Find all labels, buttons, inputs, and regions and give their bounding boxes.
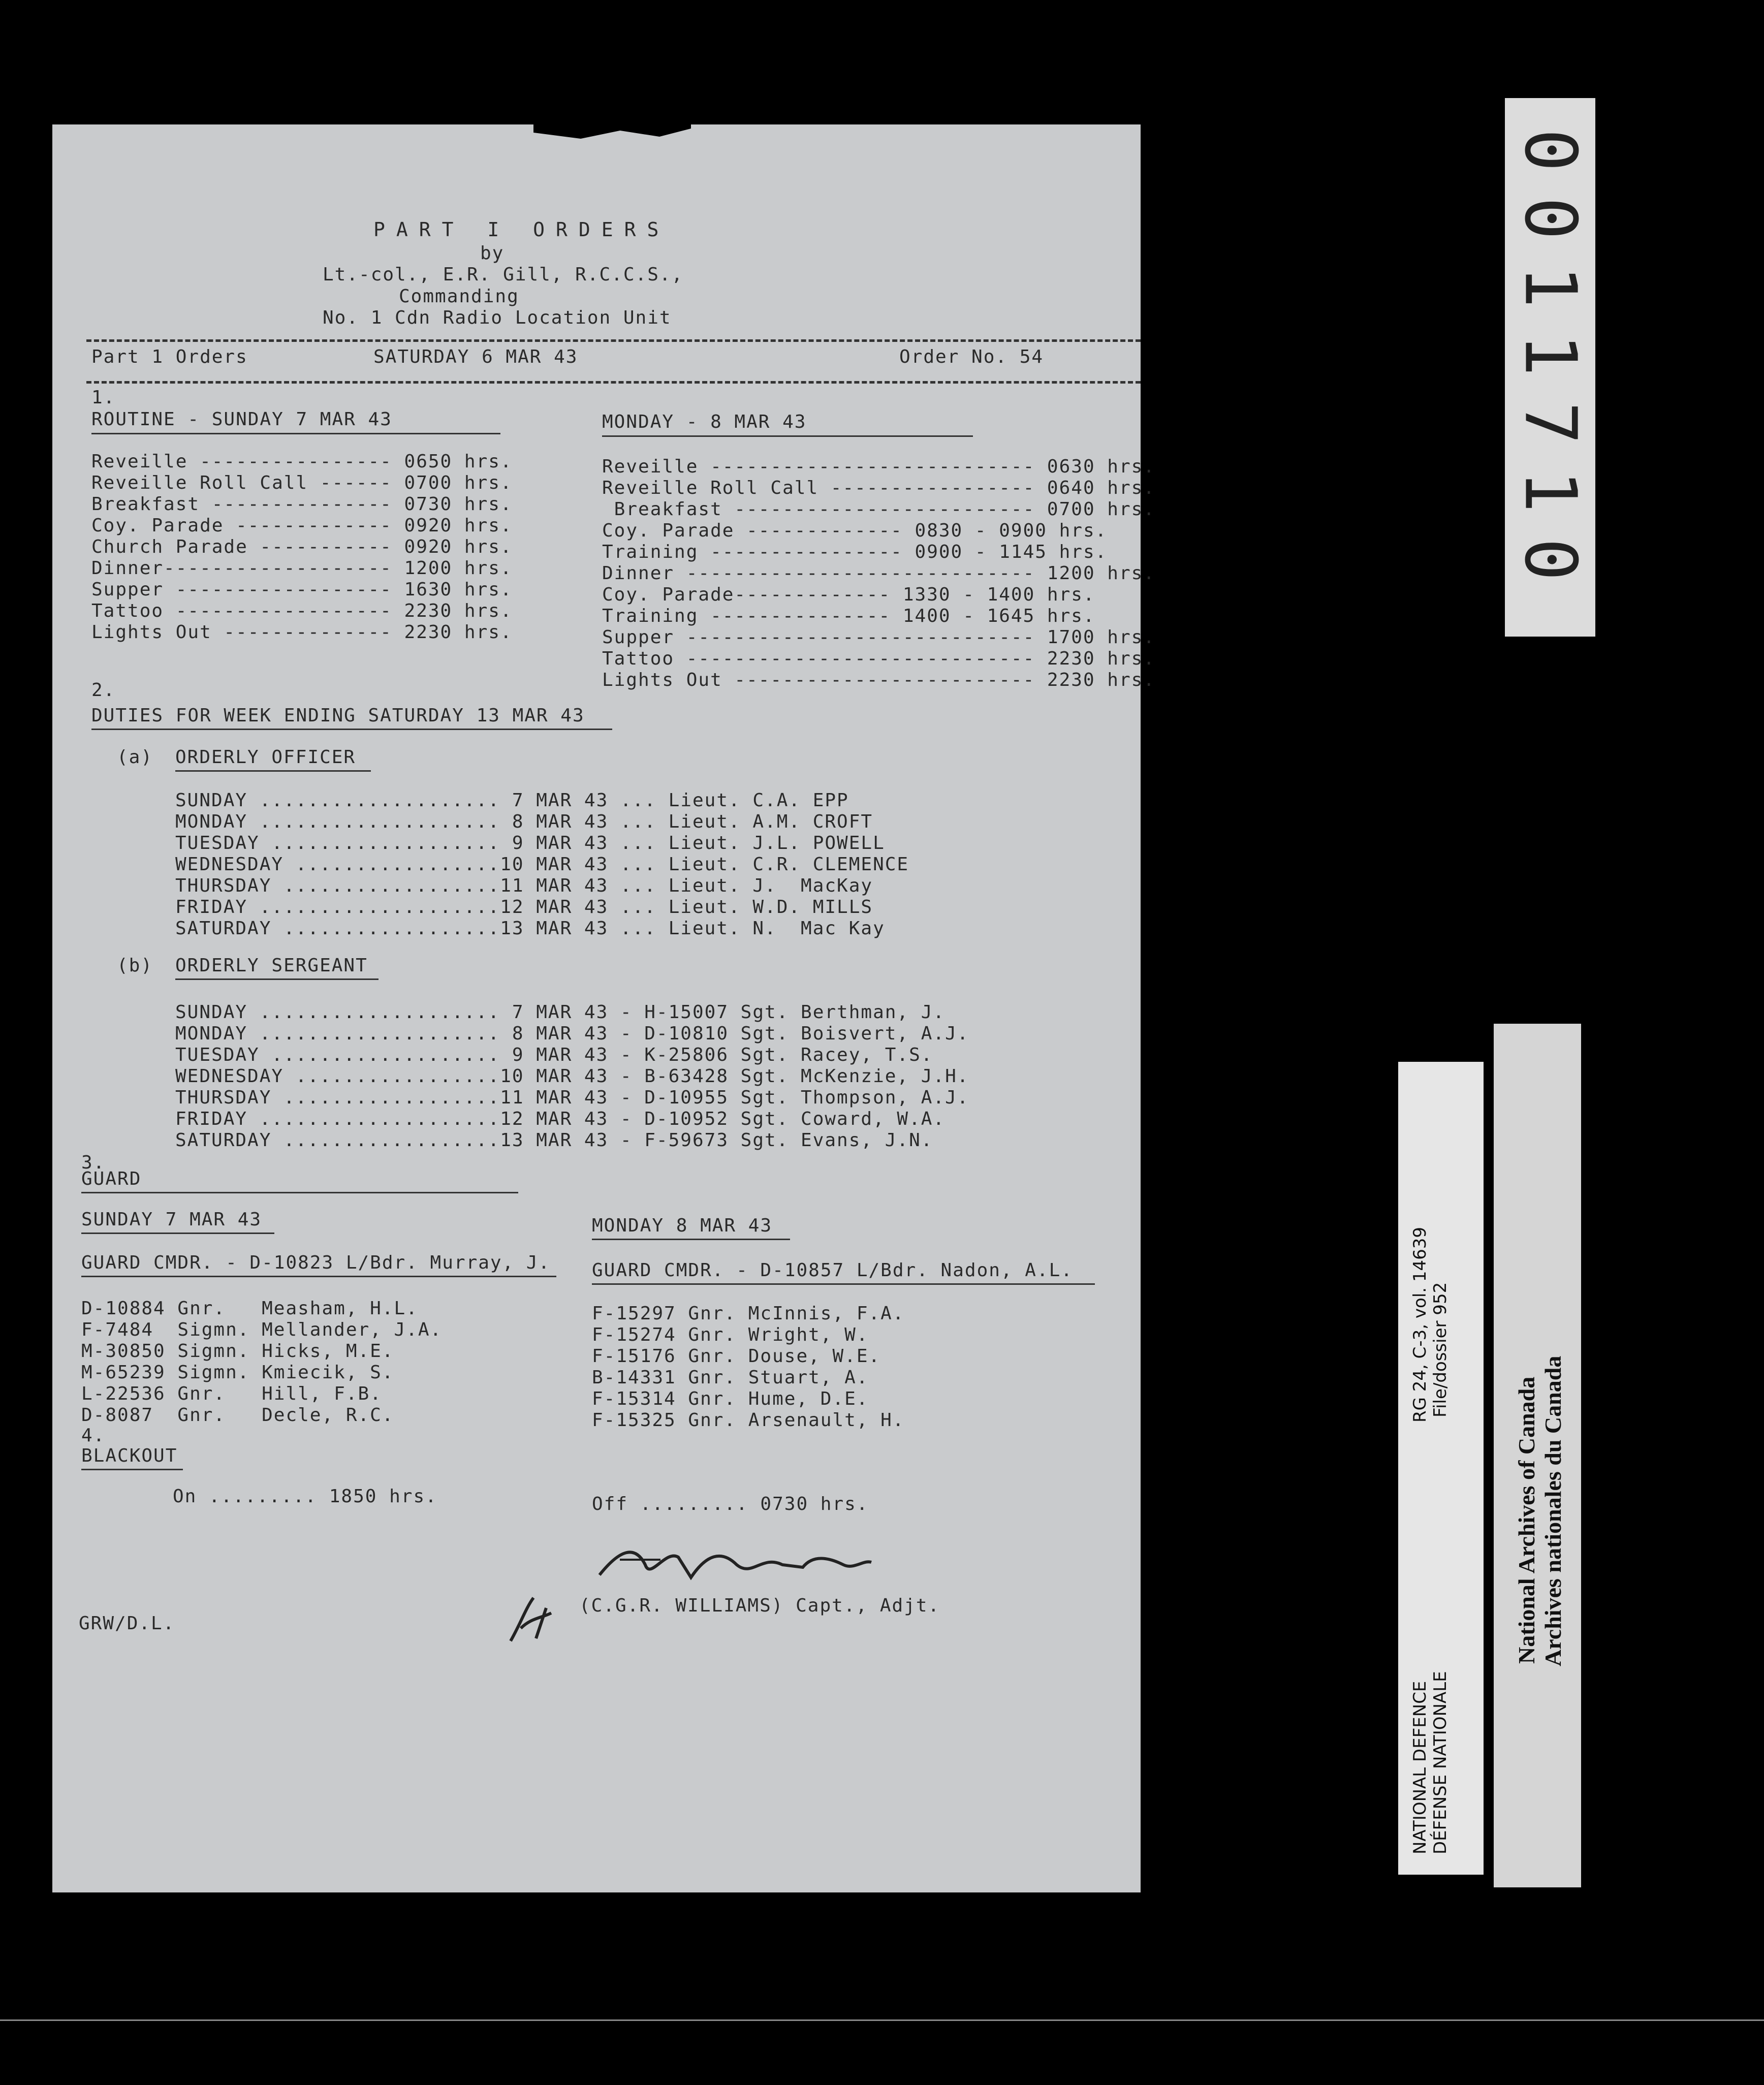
list-item: Lights Out -------------- 2230 hrs. [91,622,513,643]
underline [175,770,371,772]
list-item: WEDNESDAY .................10 MAR 43 ... Lieut. C.R. CLEMENCE [175,854,909,875]
archives-name-en: National Archives of Canada [1514,1376,1539,1664]
reference-line-2: File/dossier 952 [1430,1282,1451,1417]
list-item: Dinner------------------- 1200 hrs. [91,558,513,579]
section-number: 4. [81,1425,106,1446]
routine-monday-title: MONDAY - 8 MAR 43 [602,412,807,432]
underline [602,435,973,437]
list-item: Tattoo ------------------ 2230 hrs. [91,601,513,621]
list-item: THURSDAY ..................11 MAR 43 - D-10955 Sgt. Thompson, A.J. [175,1087,969,1108]
underline [81,1233,274,1234]
list-item: Lights Out ------------------------- 2230 hrs. [602,670,1155,690]
order-date: SATURDAY 6 MAR 43 [373,346,578,367]
underline [81,1276,556,1277]
header-unit: No. 1 Cdn Radio Location Unit [323,307,672,328]
list-item: Reveille --------------------------- 0630 hrs. [602,456,1155,477]
list-item: M-30850 Sigmn. Hicks, M.E. [81,1341,394,1362]
section-number: 1. [91,387,116,408]
department-line-2: DÉFENSE NATIONALE [1430,1671,1451,1854]
blackout-off: Off ......... 0730 hrs. [592,1494,869,1514]
list-item: TUESDAY ................... 9 MAR 43 ... Lieut. J.L. POWELL [175,833,885,854]
list-item: MONDAY .................... 8 MAR 43 - D-10810 Sgt. Boisvert, A.J. [175,1023,969,1044]
list-item: F-15274 Gnr. Wright, W. [592,1324,869,1345]
list-item: Church Parade ----------- 0920 hrs. [91,536,513,557]
underline [81,1469,183,1470]
list-item: Reveille Roll Call ----------------- 0640 hrs. [602,478,1155,498]
order-part: Part 1 Orders [91,346,248,367]
list-item: Supper ----------------------------- 1700 hrs. [602,627,1155,648]
orderly-officer-title: ORDERLY OFFICER [175,747,356,768]
list-item: Breakfast --------------- 0730 hrs. [91,494,513,515]
list-item: Training ---------------- 0900 - 1145 hrs. [602,542,1108,562]
divider [86,381,1141,384]
header-commanding: Commanding [399,286,519,307]
guard-sunday-title: SUNDAY 7 MAR 43 [81,1209,262,1230]
archives-name-fr: Archives nationales du Canada [1540,1355,1566,1666]
list-item: SATURDAY ..................13 MAR 43 - F-59673 Sgt. Evans, J.N. [175,1130,933,1151]
divider [86,339,1141,342]
list-item: FRIDAY ....................12 MAR 43 - D-10952 Sgt. Coward, W.A. [175,1109,946,1129]
list-item: SATURDAY ..................13 MAR 43 ... Lieut. N. Mac Kay [175,918,885,939]
department-line-1: NATIONAL DEFENCE [1410,1681,1430,1854]
list-item: D-10884 Gnr. Measham, H.L. [81,1298,418,1319]
list-item: Dinner ----------------------------- 1200 hrs. [602,563,1155,584]
list-item: M-65239 Sigmn. Kmiecik, S. [81,1362,394,1383]
section-number: 2. [91,680,116,701]
section-number: 3. [81,1152,106,1173]
archive-stamp-number [1505,98,1595,637]
list-item: Training --------------- 1400 - 1645 hrs. [602,606,1095,626]
orderly-sergeant-title: ORDERLY SERGEANT [175,955,368,976]
list-item: TUESDAY ................... 9 MAR 43 - K-25806 Sgt. Racey, T.S. [175,1045,933,1065]
underline [91,729,612,730]
order-number: Order No. 54 [899,346,1044,367]
list-item: B-14331 Gnr. Stuart, A. [592,1367,869,1388]
reference-line-1: RG 24, C-3, vol. 14639 [1410,1226,1430,1423]
bottom-rule [0,2019,1764,2021]
list-item: Supper ------------------ 1630 hrs. [91,579,513,600]
list-item: Coy. Parade------------- 1330 - 1400 hrs. [602,584,1095,605]
header-commander: Lt.-col., E.R. Gill, R.C.C.S., [323,264,684,285]
list-item: SUNDAY .................... 7 MAR 43 ... Lieut. C.A. EPP [175,790,849,811]
underline [91,433,500,434]
underline [592,1283,1095,1285]
stamp-number-text: 0011710 [1508,128,1592,607]
list-item: Reveille ---------------- 0650 hrs. [91,451,513,472]
guard-monday-cmdr: GUARD CMDR. - D-10857 L/Bdr. Nadon, A.L. [592,1260,1073,1281]
list-item: Coy. Parade ------------- 0830 - 0900 hrs. [602,520,1108,541]
list-item: Tattoo ----------------------------- 2230 hrs. [602,648,1155,669]
initials-mark [506,1593,561,1649]
sergeant-label: (b) [117,955,153,976]
guard-sunday-cmdr: GUARD CMDR. - D-10823 L/Bdr. Murray, J. [81,1252,551,1273]
list-item: Reveille Roll Call ------ 0700 hrs. [91,472,513,493]
list-item: F-15314 Gnr. Hume, D.E. [592,1388,869,1409]
list-item: WEDNESDAY .................10 MAR 43 - B-63428 Sgt. McKenzie, J.H. [175,1066,969,1087]
list-item: FRIDAY ....................12 MAR 43 ... Lieut. W.D. MILLS [175,897,873,918]
list-item: L-22536 Gnr. Hill, F.B. [81,1383,382,1404]
list-item: THURSDAY ..................11 MAR 43 ... Lieut. J. MacKay [175,875,873,896]
blackout-title: BLACKOUT [81,1445,178,1466]
signatory: (C.G.R. WILLIAMS) Capt., Adjt. [579,1595,940,1616]
list-item: F-15325 Gnr. Arsenault, H. [592,1410,905,1431]
list-item: F-7484 Sigmn. Mellander, J.A. [81,1319,443,1340]
blackout-on: On ......... 1850 hrs. [173,1486,437,1507]
list-item: Coy. Parade ------------- 0920 hrs. [91,515,513,536]
list-item: Breakfast ------------------------- 0700 hrs. [602,499,1155,520]
underline [175,978,379,980]
header-by: by [480,243,505,264]
document-title: PART I ORDERS [373,218,670,241]
list-item: F-15176 Gnr. Douse, W.E. [592,1346,881,1367]
guard-monday-title: MONDAY 8 MAR 43 [592,1215,773,1236]
underline [81,1192,518,1193]
list-item: MONDAY .................... 8 MAR 43 ... Lieut. A.M. CROFT [175,811,873,832]
typist-initials: GRW/D.L. [79,1613,175,1634]
duties-title: DUTIES FOR WEEK ENDING SATURDAY 13 MAR 43 [91,705,585,726]
list-item: F-15297 Gnr. McInnis, F.A. [592,1303,905,1324]
guard-title: GUARD [81,1168,142,1189]
list-item: SUNDAY .................... 7 MAR 43 - H-15007 Sgt. Berthman, J. [175,1002,946,1023]
underline [592,1239,790,1240]
list-item: D-8087 Gnr. Decle, R.C. [81,1405,394,1426]
routine-sunday-title: ROUTINE - SUNDAY 7 MAR 43 [91,409,392,430]
officer-label: (a) [117,747,153,768]
handwritten-signature [589,1529,874,1595]
